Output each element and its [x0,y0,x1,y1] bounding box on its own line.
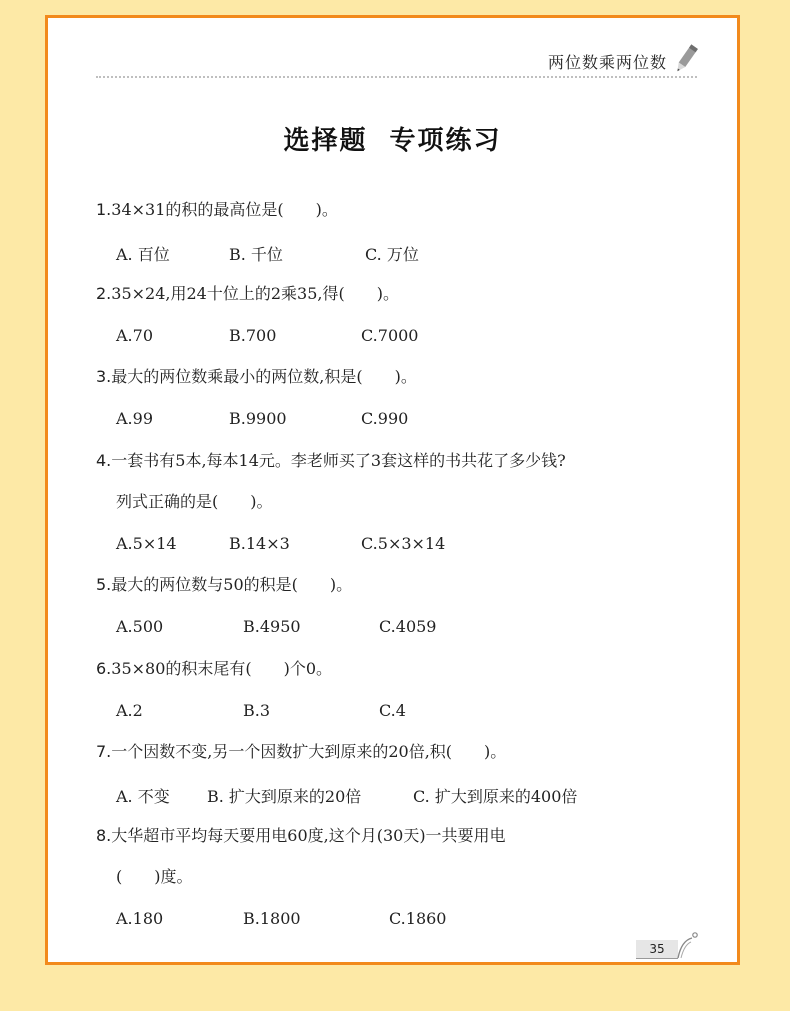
option-c: C.5×3×14 [361,534,446,553]
pencil-icon [673,42,699,76]
question-number: 6. [96,659,112,678]
page-title [48,120,737,157]
worksheet-page [45,15,740,965]
question-number: 7. [96,742,112,761]
option-a: A. 百位 [116,245,170,264]
question-text: 35×80的积末尾有( )个0。 [111,659,333,678]
swirl-icon [676,930,700,960]
option-a: A.99 [116,409,153,428]
question-number: 4. [96,451,112,470]
option-c: C.990 [361,409,409,428]
question-text: 34×31的积的最高位是( )。 [111,200,338,219]
option-a: A.5×14 [116,534,177,553]
question-7 [96,742,506,762]
option-b: B.14×3 [229,534,290,553]
question-text: 最大的两位数乘最小的两位数,积是( )。 [111,367,417,386]
option-c: C. 万位 [365,245,419,264]
option-b: B.3 [243,701,271,720]
question-text: 最大的两位数与50的积是( )。 [111,575,353,594]
header-title: 两位数乘两位数 [547,53,667,72]
option-a: A.180 [116,909,164,928]
option-a: A.70 [116,326,153,345]
option-b: B.9900 [229,409,287,428]
question-number: 3. [96,367,112,386]
question-text: 大华超市平均每天要用电60度,这个月(30天)一共要用电 [111,826,506,845]
question-3 [96,367,417,387]
page-number: 35 [636,940,678,959]
option-c: C.1860 [389,909,447,928]
option-b: B.4950 [243,617,301,636]
option-c: C.4 [379,701,406,720]
title-part-2: 专项练习 [389,126,502,156]
option-c: C.4059 [379,617,437,636]
question-5 [96,575,352,595]
question-number: 1. [96,200,112,219]
question-text: 一套书有5本,每本14元。李老师买了3套这样的书共花了多少钱? [111,451,566,470]
question-number: 5. [96,575,112,594]
question-8-continued: ( )度。 [116,867,193,886]
question-2 [96,284,399,304]
page-header [96,48,697,78]
option-a: A. 不变 [116,787,170,806]
option-a: A.500 [116,617,164,636]
question-4 [96,451,566,471]
title-part-1: 选择题 [283,126,368,156]
option-a: A.2 [116,701,143,720]
question-number: 2. [96,284,112,303]
option-b: B.700 [229,326,277,345]
question-8 [96,826,506,846]
question-text: 一个因数不变,另一个因数扩大到原来的20倍,积( )。 [111,742,507,761]
question-1 [96,200,338,220]
option-b: B. 千位 [229,245,283,264]
option-b: B.1800 [243,909,301,928]
question-4-continued: 列式正确的是( )。 [116,492,273,511]
question-6 [96,659,332,679]
option-c: C.7000 [361,326,419,345]
option-c: C. 扩大到原来的400倍 [413,787,578,806]
option-b: B. 扩大到原来的20倍 [207,787,362,806]
question-text: 35×24,用24十位上的2乘35,得( )。 [111,284,399,303]
question-number: 8. [96,826,112,845]
